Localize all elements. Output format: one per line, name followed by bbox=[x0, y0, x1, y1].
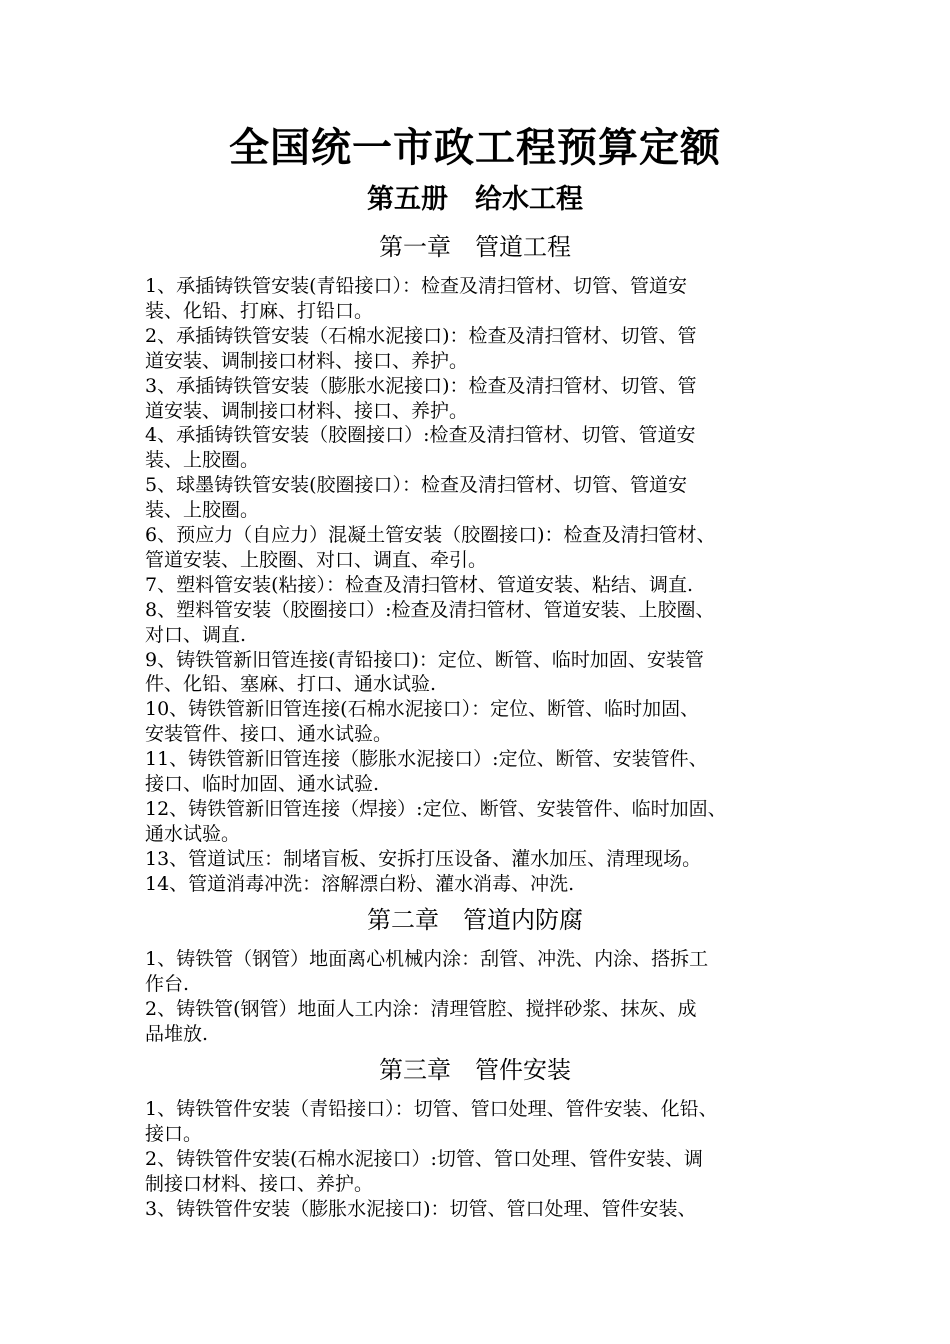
body-text-line: 1、铸铁管件安装（青铅接口）：切管、管口处理、管件安装、化铅、 bbox=[145, 1098, 718, 1120]
body-text-line: 装、上胶圈。 bbox=[145, 449, 260, 472]
body-text-line: 2、铸铁管件安装(石棉水泥接口）:切管、管口处理、管件安装、调 bbox=[145, 1147, 703, 1170]
body-text-line: 件、化铅、塞麻、打口、通水试验. bbox=[145, 673, 437, 696]
body-text-line: 接口、临时加固、通水试验. bbox=[145, 773, 380, 795]
body-text-line: 5、球墨铸铁管安装(胶圈接口）：检查及清扫管材、切管、管道安 bbox=[145, 474, 688, 497]
document-subtitle: 第五册 给水工程 bbox=[367, 184, 583, 215]
body-text-line: 8、塑料管安装（胶圈接口）:检查及清扫管材、管道安装、上胶圈、 bbox=[145, 598, 715, 621]
chapter-heading: 第三章 管件安装 bbox=[379, 1056, 571, 1084]
body-text-line: 接口。 bbox=[145, 1122, 203, 1145]
chapter-heading: 第二章 管道内防腐 bbox=[367, 906, 583, 934]
body-text-line: 管道安装、上胶圈、对口、调直、牵引。 bbox=[145, 548, 488, 571]
body-text-line: 9、铸铁管新旧管连接(青铅接口)：定位、断管、临时加固、安装管 bbox=[145, 648, 704, 671]
body-text-line: 12、铸铁管新旧管连接（焊接）:定位、断管、安装管件、临时加固、 bbox=[145, 797, 727, 820]
body-text-line: 装、化铅、打麻、打铅口。 bbox=[145, 299, 374, 322]
body-text-line: 10、铸铁管新旧管连接(石棉水泥接口）：定位、断管、临时加固、 bbox=[145, 698, 700, 721]
body-text-line: 作台. bbox=[145, 972, 190, 995]
body-text-line: 3、铸铁管件安装（膨胀水泥接口)：切管、管口处理、管件安装、 bbox=[145, 1197, 697, 1220]
document-title: 全国统一市政工程预算定额 bbox=[229, 124, 721, 171]
chapter-heading: 第一章 管道工程 bbox=[379, 233, 571, 261]
body-text-line: 14、管道消毒冲洗：溶解漂白粉、灌水消毒、冲洗. bbox=[145, 872, 575, 895]
body-text-line: 1、承插铸铁管安装(青铅接口）：检查及清扫管材、切管、管道安 bbox=[145, 275, 688, 297]
body-text-line: 道安装、调制接口材料、接口、养护。 bbox=[145, 399, 469, 422]
body-text-line: 11、铸铁管新旧管连接（膨胀水泥接口）:定位、断管、安装管件、 bbox=[145, 748, 708, 771]
body-text-line: 13、管道试压：制堵盲板、安拆打压设备、灌水加压、清理现场。 bbox=[145, 847, 702, 870]
body-text-line: 1、铸铁管（钢管）地面离心机械内涂：刮管、冲洗、内涂、搭拆工 bbox=[145, 948, 709, 970]
body-text-line: 制接口材料、接口、养护。 bbox=[145, 1172, 374, 1195]
body-text-line: 2、铸铁管(钢管）地面人工内涂：清理管腔、搅拌砂浆、抹灰、成 bbox=[145, 997, 697, 1020]
body-text-line: 对口、调直. bbox=[145, 623, 247, 646]
body-text-line: 品堆放. bbox=[145, 1022, 209, 1045]
body-text-line: 通水试验。 bbox=[145, 822, 241, 845]
body-text-line: 2、承插铸铁管安装（石棉水泥接口)：检查及清扫管材、切管、管 bbox=[145, 324, 697, 347]
body-text-line: 装、上胶圈。 bbox=[145, 499, 260, 522]
body-text-line: 道安装、调制接口材料、接口、养护。 bbox=[145, 349, 469, 372]
body-text-line: 6、预应力（自应力）混凝土管安装（胶圈接口)：检查及清扫管材、 bbox=[145, 524, 716, 546]
body-text-line: 3、承插铸铁管安装（膨胀水泥接口)：检查及清扫管材、切管、管 bbox=[145, 374, 697, 397]
body-text-line: 4、承插铸铁管安装（胶圈接口）:检查及清扫管材、切管、管道安 bbox=[145, 424, 696, 447]
body-text-line: 7、塑料管安装(粘接）：检查及清扫管材、管道安装、粘结、调直. bbox=[145, 573, 694, 596]
body-text-line: 安装管件、接口、通水试验。 bbox=[145, 723, 393, 746]
